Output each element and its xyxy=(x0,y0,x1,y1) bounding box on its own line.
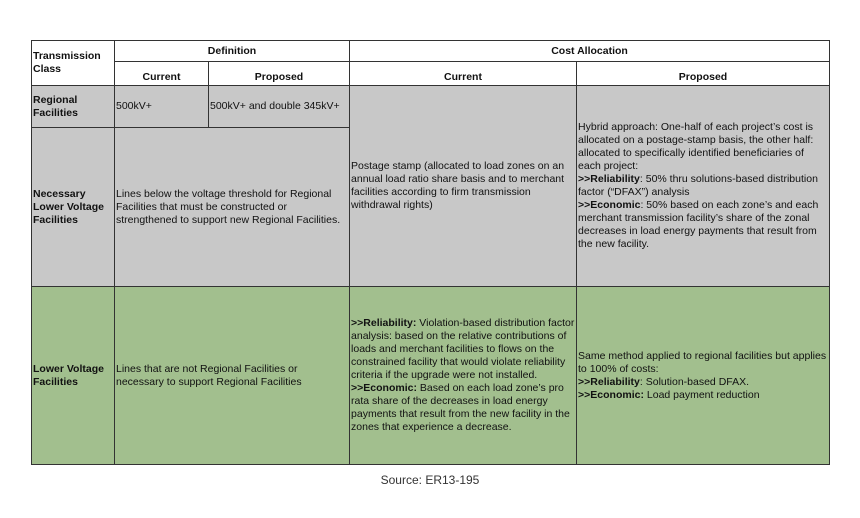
header-transmission-class: Transmission Class xyxy=(32,41,115,86)
subheader-cost-current: Current xyxy=(350,62,577,86)
source-caption: Source: ER13-195 xyxy=(380,473,480,487)
subheader-cost-proposed: Proposed xyxy=(577,62,830,86)
cost-proposed-upper xyxy=(577,86,830,287)
economic-label: >>Economic: xyxy=(351,382,417,394)
cost-current-lower xyxy=(350,287,577,465)
row-class-lower-voltage: Lower Voltage Facilities xyxy=(32,287,115,465)
row-class-regional: Regional Facilities xyxy=(32,86,115,128)
necessary-lower-definition: Lines below the voltage threshold for Regional Facilities that must be constructed or strengthened to support new Regional Facilities. xyxy=(115,128,350,287)
reliability-label: >>Reliability xyxy=(578,375,640,388)
reliability-label: >>Reliability xyxy=(578,173,640,185)
regional-def-proposed: 500kV+ and double 345kV+ xyxy=(209,86,350,128)
reliability-label: >>Reliability: xyxy=(351,317,417,329)
subheader-def-proposed: Proposed xyxy=(209,62,350,86)
regional-def-current: 500kV+ xyxy=(115,86,209,128)
header-definition: Definition xyxy=(115,41,350,62)
subheader-def-current: Current xyxy=(115,62,209,86)
economic-text: Based on each load zone’s pro rata share of the decreases in load energy payments that result from the new facility in the zones that experience a decrease. xyxy=(351,382,570,433)
economic-label: >>Economic: xyxy=(578,388,644,401)
cost-proposed-lower xyxy=(577,287,830,465)
row-class-necessary-lower: Necessary Lower Voltage Facilities xyxy=(32,128,115,287)
proposed-upper-intro: Hybrid approach: One-half of each project’s cost is allocated on a postage-stamp basis, the other half: allocated to specifically identified beneficiaries of each project: xyxy=(578,121,814,172)
proposed-lower-intro: Same method applied to regional facilities but applies to 100% of costs: xyxy=(578,349,827,375)
economic-label: >>Economic xyxy=(578,199,641,211)
lower-voltage-definition: Lines that are not Regional Facilities or necessary to support Regional Facilities xyxy=(115,287,350,465)
header-cost-allocation: Cost Allocation xyxy=(350,41,830,62)
reliability-text: Violation-based distribution factor analysis: based on the relative contributions of loads and merchant facilities to flows on the constrained facility that would violate reliability criteria if the upgrade were not installed. xyxy=(351,317,575,381)
economic-text: Load payment reduction xyxy=(643,388,760,401)
cost-current-upper: Postage stamp (allocated to load zones on an annual load ratio share basis and to merchant facilities according to firm transmission withdrawal rights) xyxy=(350,86,577,287)
cost-allocation-table xyxy=(31,40,830,465)
economic-text: : 50% based on each zone’s and each merchant transmission facility’s share of the zonal decreases in load energy payments that result from the new facility. xyxy=(578,199,819,250)
reliability-text: : 50% thru solutions-based distribution factor (“DFAX”) analysis xyxy=(578,173,818,198)
reliability-text: : Solution-based DFAX. xyxy=(639,375,750,388)
